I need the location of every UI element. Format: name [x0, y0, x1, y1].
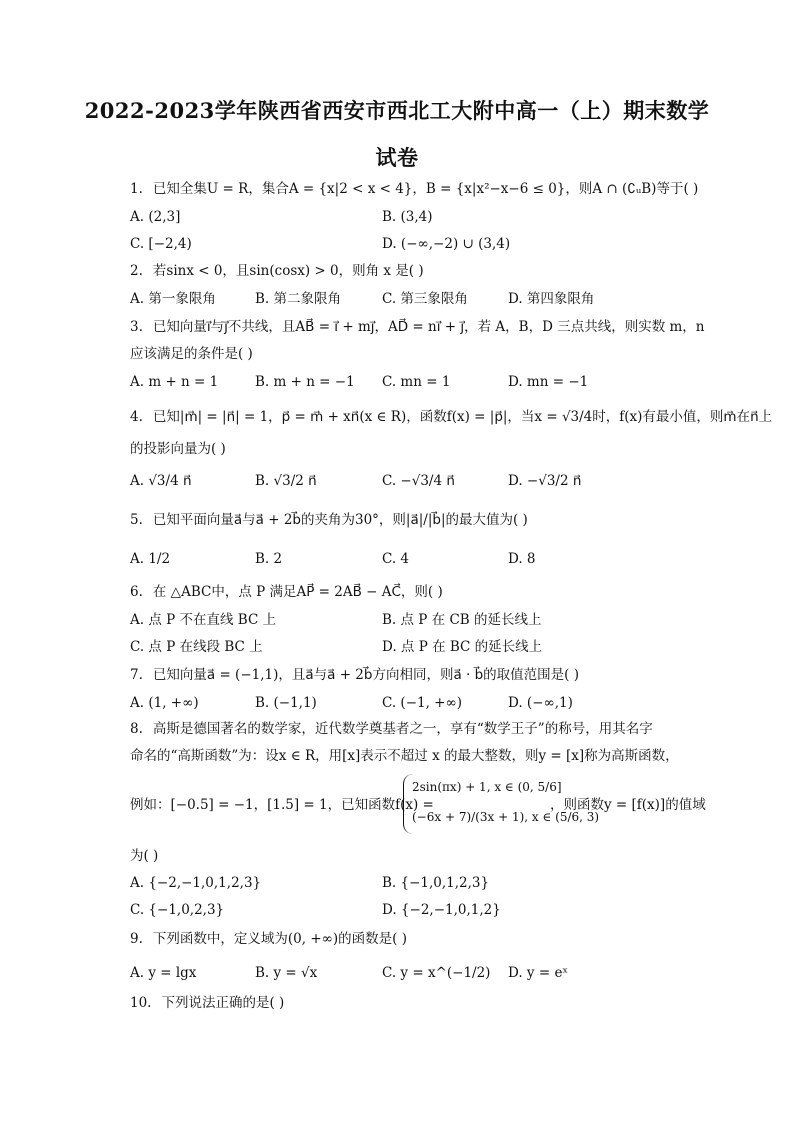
option-c: C. mn = 1	[382, 374, 451, 390]
question-8-line2: 命名的“高斯函数”为：设x ∈ R，用[x]表示不超过 x 的最大整数，则y = [x]称为高斯函数，	[130, 748, 679, 764]
question-stem: 下列说法正确的是( )	[161, 995, 285, 1011]
question-stem: 下列函数中，定义域为(0, +∞)的函数是( )	[152, 931, 407, 947]
option-b: B. √3/2 n⃗	[255, 473, 317, 489]
question-number: 3.	[130, 319, 143, 335]
question-number: 2.	[130, 263, 143, 279]
option-a: A. 1/2	[130, 551, 171, 567]
piecewise-brace	[403, 774, 600, 834]
option-c: C. (−1, +∞)	[382, 695, 463, 711]
question-number: 4.	[130, 409, 143, 425]
question-stem: 已知向量i⃗与j⃗不共线，且AB⃗ = i⃗ + mj⃗，AD⃗ = ni⃗ + j⃗，若 A，B，D 三点共线，则实数 m，n	[152, 319, 705, 335]
option-d: D. (−∞,−2) ∪ (3,4)	[382, 236, 511, 252]
option-c: C. [−2,4)	[130, 236, 192, 252]
option-a: A. {−2,−1,0,1,2,3}	[130, 875, 262, 891]
exam-title-line2: 试卷	[375, 145, 419, 170]
option-a: A. m + n = 1	[130, 374, 219, 390]
option-c: C. y = x^(−1/2)	[382, 965, 491, 981]
question-8	[130, 720, 653, 738]
option-b: B. 点 P 在 CB 的延长线上	[382, 612, 542, 628]
question-number: 5.	[130, 512, 143, 528]
piece-case-2: (−6x + 7)/(3x + 1), x ∈ (5/6, 3)	[412, 810, 600, 824]
question-number: 9.	[130, 931, 143, 947]
question-number: 8.	[130, 721, 143, 737]
piece-case-1: 2sin(πx) + 1, x ∈ (0, 5/6]	[412, 780, 562, 794]
option-c: C. −√3/4 n⃗	[382, 473, 455, 489]
question-3	[130, 318, 705, 336]
question-number: 7.	[130, 667, 143, 683]
question-8-line3: 例如：[−0.5] = −1，[1.5] = 1，已知函数f(x) =	[130, 797, 434, 813]
option-a: A. 点 P 不在直线 BC 上	[130, 612, 277, 628]
question-number: 10.	[130, 995, 152, 1011]
option-a: A. 第一象限角	[130, 291, 216, 307]
exam-title-line1: 2022-2023学年陕西省西安市西北工大附中高一（上）期末数学	[84, 98, 710, 123]
question-8-line3-end: ，则函数y = [f(x)]的值域	[550, 797, 706, 813]
question-4-continued: 的投影向量为( )	[130, 441, 226, 457]
option-b: B. 第二象限角	[255, 291, 342, 307]
question-3-continued: 应该满足的条件是( )	[130, 346, 253, 362]
option-c: C. 第三象限角	[382, 291, 468, 307]
option-d: D. y = eˣ	[508, 965, 569, 981]
question-1	[130, 180, 698, 198]
question-stem: 已知向量a⃗ = (−1,1)，且a⃗与a⃗ + 2b⃗方向相同，则a⃗ · b⃗的取值范围是( )	[152, 667, 580, 683]
option-c: C. 4	[382, 551, 410, 567]
option-c: C. {−1,0,2,3}	[130, 902, 225, 918]
question-8-line4: 为( )	[130, 848, 159, 864]
option-b: B. y = √x	[255, 965, 318, 981]
option-b: B. (3,4)	[382, 209, 433, 225]
question-stem: 在 △ABC中，点 P 满足AP⃗ = 2AB⃗ − AC⃗，则( )	[152, 584, 443, 600]
question-10	[130, 994, 284, 1012]
option-b: B. {−1,0,1,2,3}	[382, 875, 490, 891]
option-b: B. m + n = −1	[255, 374, 355, 390]
question-4	[130, 408, 772, 426]
question-stem: 高斯是德国著名的数学家，近代数学奠基者之一，享有“数学王子”的称号，用其名字	[152, 721, 653, 737]
question-stem: 若sinx < 0，且sin(cosx) > 0，则角 x 是( )	[152, 263, 424, 279]
option-d: D. 点 P 在 BC 的延长线上	[382, 639, 543, 655]
option-b: B. 2	[255, 551, 283, 567]
option-a: A. (2,3]	[130, 209, 181, 225]
option-b: B. (−1,1)	[255, 695, 317, 711]
option-c: C. 点 P 在线段 BC 上	[130, 639, 263, 655]
question-number: 1.	[130, 181, 143, 197]
option-d: D. {−2,−1,0,1,2}	[382, 902, 501, 918]
question-2	[130, 262, 424, 280]
question-9	[130, 930, 407, 948]
option-d: D. −√3/2 n⃗	[508, 473, 582, 489]
option-a: A. (1, +∞)	[130, 695, 199, 711]
option-d: D. (−∞,1)	[508, 695, 573, 711]
question-5	[130, 511, 528, 529]
question-stem: 已知全集U = R，集合A = {x|2 < x < 4}，B = {x|x²−x−6 ≤ 0}，则A ∩ (∁ᵤB)等于( )	[152, 181, 699, 197]
question-7	[130, 666, 579, 684]
question-number: 6.	[130, 584, 143, 600]
option-a: A. y = lgx	[130, 965, 197, 981]
question-stem: 已知平面向量a⃗与a⃗ + 2b⃗的夹角为30°，则|a⃗|/|b⃗|的最大值为( )	[152, 512, 528, 528]
question-stem: 已知|m⃗| = |n⃗| = 1，p⃗ = m⃗ + xn⃗(x ∈ R)，函数f(x) = |p⃗|，当x = √3/4时，f(x)有最小值，则m⃗在n⃗上	[152, 409, 773, 425]
option-d: D. mn = −1	[508, 374, 589, 390]
option-a: A. √3/4 n⃗	[130, 473, 192, 489]
option-d: D. 第四象限角	[508, 291, 595, 307]
question-6	[130, 583, 443, 601]
option-d: D. 8	[508, 551, 536, 567]
